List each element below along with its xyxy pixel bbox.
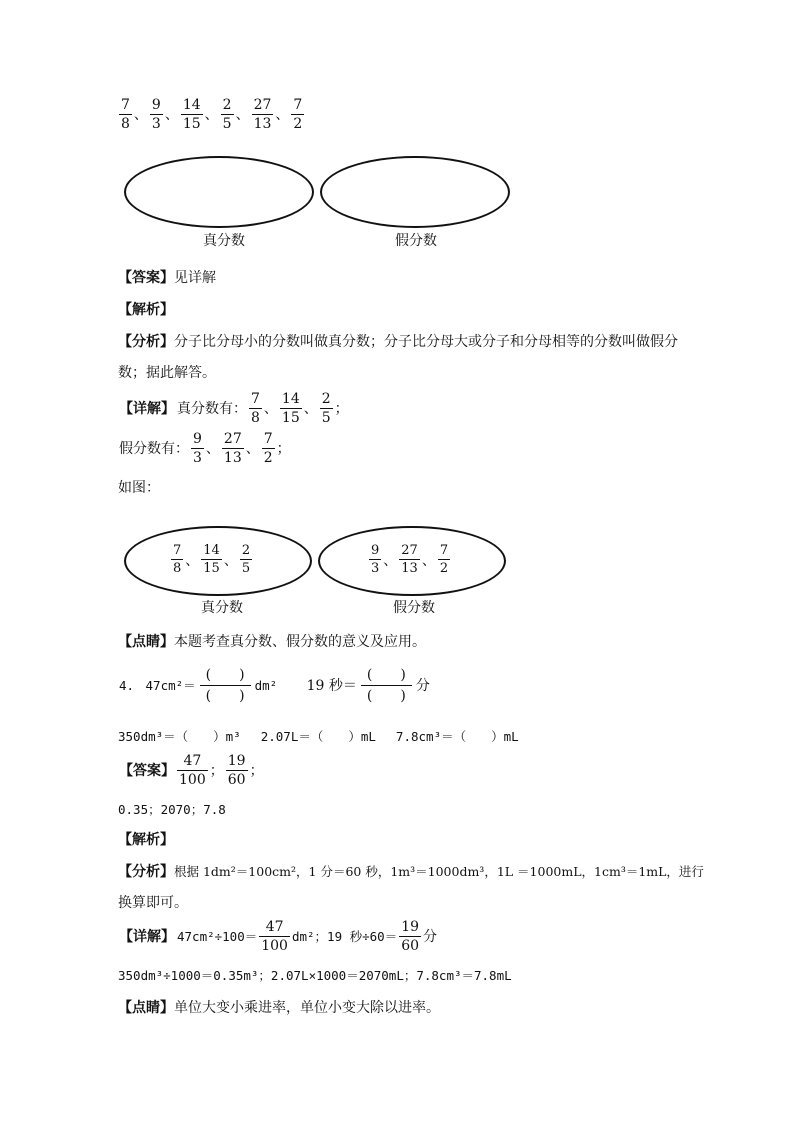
- q4-analysis: [118, 830, 174, 850]
- improper-oval-label-2: 假分数: [393, 600, 435, 616]
- q4-number: 4.: [119, 677, 135, 693]
- oval-proper-fraction: $\frac{2}{5}$: [241, 543, 251, 576]
- q3-fenxi-line2: 数；据此解答。: [118, 365, 216, 381]
- q3-fenxi-line1: [118, 332, 678, 352]
- answer-tag: 【答案】: [118, 270, 174, 286]
- q3-analysis: [118, 300, 174, 320]
- q4-comment: [118, 998, 440, 1018]
- semicolon: ；: [334, 400, 349, 417]
- oval-improper-fraction: $\frac{27}{13}$: [401, 543, 418, 576]
- q4-fenxi-line1: [118, 862, 704, 882]
- q4-question-line2: 350dm³＝（ ）m³ 2.07L＝（ ）mL 7.8cm³＝（ ）mL: [118, 729, 519, 744]
- answer-fraction-2: $\frac{19}{60}$: [227, 753, 246, 788]
- list-fraction: $\frac{7}{2}$: [293, 97, 303, 132]
- improper-oval-label: 假分数: [395, 233, 437, 249]
- oval-improper-fraction: $\frac{9}{3}$: [371, 543, 380, 576]
- detail-fraction-2: $\frac{19}{60}$: [401, 919, 420, 954]
- detail-part1: 47cm²÷100＝: [177, 928, 258, 944]
- q4-detail-line2: 350dm³÷1000＝0.35m³；2.07L×1000＝2070mL；7.8cm³＝7.8mL: [118, 968, 512, 983]
- detail-fraction-1: $\frac{47}{100}$: [261, 919, 288, 954]
- oval-proper-fraction: $\frac{14}{15}$: [203, 543, 220, 576]
- proper-fraction: $\frac{7}{8}$: [251, 391, 260, 426]
- detail-tag: 【详解】: [119, 400, 175, 417]
- answer-sep: ；: [209, 762, 224, 779]
- proper-fraction-oval: [124, 156, 314, 228]
- fenxi-tag: 【分析】: [118, 864, 174, 880]
- q3-comment: [118, 632, 426, 652]
- comment-text: 单位大变小乘进率，单位小变大除以进率。: [174, 1000, 440, 1016]
- oval-proper-fractions: [170, 542, 253, 577]
- improper-fraction: $\frac{9}{3}$: [193, 431, 202, 466]
- proper-prefix: 真分数有：: [177, 400, 247, 417]
- separator: 、: [205, 440, 220, 457]
- detail-part2: dm²；19 秒÷60＝: [291, 928, 398, 944]
- list-fraction: $\frac{2}{5}$: [222, 97, 232, 132]
- q3-detail-proper: [118, 390, 350, 427]
- q4-fenxi-line2: 换算即可。: [118, 895, 188, 911]
- list-fraction: $\frac{27}{13}$: [253, 97, 272, 132]
- separator: 、: [383, 552, 398, 569]
- oval-improper-fraction: $\frac{7}{2}$: [439, 543, 449, 576]
- separator: 、: [245, 440, 260, 457]
- detail-part3: 分: [423, 928, 438, 945]
- analysis-tag: 【解析】: [118, 832, 174, 848]
- q4-part1-prefix: 47cm²＝: [145, 677, 196, 693]
- q4-answer: [118, 752, 265, 789]
- comment-tag: 【点睛】: [118, 1000, 174, 1016]
- answer-fraction-1: $\frac{47}{100}$: [179, 753, 206, 788]
- figure-label: 如图：: [118, 480, 160, 496]
- separator: 、: [204, 106, 219, 123]
- list-fraction: $\frac{9}{3}$: [151, 97, 161, 132]
- q3-answer: [118, 268, 216, 288]
- separator: 、: [275, 106, 290, 123]
- proper-oval-label-2: 真分数: [201, 600, 243, 616]
- separator: 、: [235, 106, 250, 123]
- oval-improper-fractions: [368, 542, 451, 577]
- comment-text: 本题考查真分数、假分数的意义及应用。: [174, 634, 426, 650]
- fenxi-text: 分子比分母小的分数叫做真分数；分子比分母大或分子和分母相等的分数叫做假分: [174, 334, 678, 350]
- separator: 、: [303, 400, 318, 417]
- comment-tag: 【点睛】: [118, 634, 174, 650]
- improper-prefix: 假分数有：: [119, 440, 189, 457]
- q3-detail-improper: [118, 430, 292, 467]
- q4-question-line1: [118, 665, 431, 706]
- semicolon: ；: [276, 440, 291, 457]
- blank-fraction-2: ( ) ( ): [361, 665, 412, 706]
- blank-fraction-1: ( ) ( ): [200, 665, 251, 706]
- separator: 、: [164, 106, 179, 123]
- list-fraction: $\frac{14}{15}$: [182, 97, 201, 132]
- analysis-tag: 【解析】: [118, 302, 174, 318]
- q4-part1-unit: dm²: [254, 677, 278, 693]
- answer-end: ；: [249, 762, 264, 779]
- separator: 、: [263, 400, 278, 417]
- list-fraction: $\frac{7}{8}$: [121, 97, 130, 132]
- fenxi-tag: 【分析】: [118, 334, 174, 350]
- proper-fractions: [248, 391, 334, 426]
- answer-tag: 【答案】: [119, 762, 175, 779]
- q4-part2-prefix: 19 秒＝: [306, 677, 357, 694]
- oval-proper-fraction: $\frac{7}{8}$: [173, 543, 182, 576]
- proper-fraction: $\frac{2}{5}$: [321, 391, 331, 426]
- separator: 、: [421, 552, 436, 569]
- improper-fraction-oval: [320, 156, 510, 228]
- proper-oval-label: 真分数: [203, 233, 245, 249]
- improper-fraction: $\frac{27}{13}$: [223, 431, 242, 466]
- separator: 、: [185, 552, 200, 569]
- q4-answer-line2: 0.35；2070；7.8: [118, 802, 226, 817]
- separator: 、: [133, 106, 148, 123]
- separator: 、: [223, 552, 238, 569]
- q4-part2-unit: 分: [415, 677, 430, 694]
- improper-fractions: [190, 431, 276, 466]
- q4-detail: [118, 918, 438, 955]
- fraction-list: [118, 96, 305, 133]
- improper-fraction: $\frac{7}{2}$: [263, 431, 273, 466]
- answer-text: 见详解: [174, 270, 216, 286]
- proper-fraction: $\frac{14}{15}$: [281, 391, 300, 426]
- fenxi-text: 根据 1dm²＝100cm²，1 分＝60 秒，1m³＝1000dm³，1L ＝1000mL，1cm³＝1mL，进行: [174, 864, 704, 879]
- detail-tag: 【详解】: [119, 928, 175, 945]
